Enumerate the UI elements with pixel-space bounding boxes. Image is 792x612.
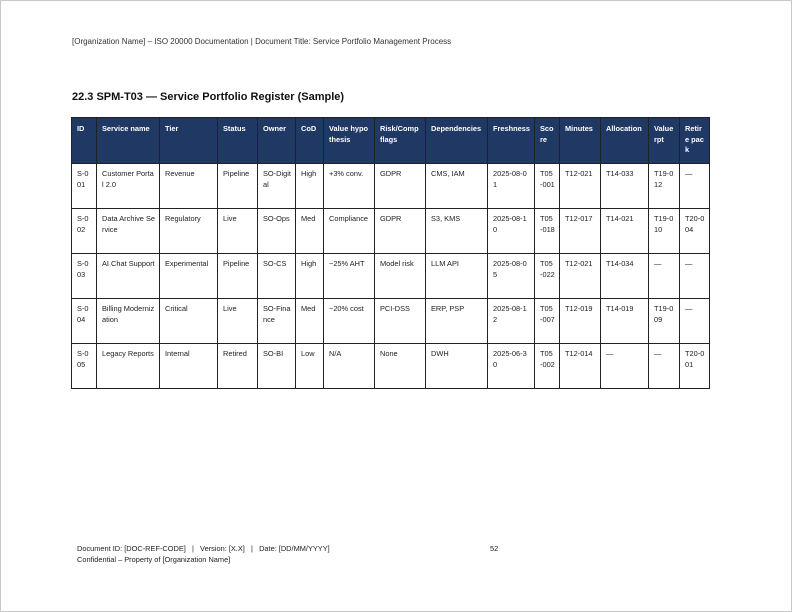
column-header: Service name	[97, 118, 160, 164]
table-cell: —	[680, 164, 710, 209]
table-cell: S-004	[72, 299, 97, 344]
table-cell: T05-001	[535, 164, 560, 209]
table-row	[72, 254, 710, 299]
service-portfolio-register-table	[71, 117, 710, 389]
table-cell: N/A	[324, 344, 375, 389]
table-cell: T05-022	[535, 254, 560, 299]
table-cell: 2025-06-30	[488, 344, 535, 389]
column-header: CoD	[296, 118, 324, 164]
table-cell: T14-034	[601, 254, 649, 299]
table-cell: AI Chat Support	[97, 254, 160, 299]
table-cell: —	[680, 254, 710, 299]
page-header: [Organization Name] – ISO 20000 Documentation | Document Title: Service Portfolio Management Process	[72, 37, 452, 46]
table-cell: ERP, PSP	[426, 299, 488, 344]
table-cell: Model risk	[375, 254, 426, 299]
table-cell: Billing Modernization	[97, 299, 160, 344]
table-cell: Live	[218, 209, 258, 254]
column-header: Score	[535, 118, 560, 164]
table-cell: Data Archive Service	[97, 209, 160, 254]
footer-document-info: Document ID: [DOC-REF-CODE] | Version: [X.X] | Date: [DD/MM/YYYY]	[77, 544, 330, 553]
table-cell: High	[296, 254, 324, 299]
table-cell: —	[649, 254, 680, 299]
table-cell: SO-Finance	[258, 299, 296, 344]
column-header: Value rpt	[649, 118, 680, 164]
column-header: Tier	[160, 118, 218, 164]
table-cell: Internal	[160, 344, 218, 389]
table-cell: +3% conv.	[324, 164, 375, 209]
footer-confidentiality: Confidential – Property of [Organization Name]	[77, 554, 231, 564]
column-header: Owner	[258, 118, 296, 164]
table-cell: S-001	[72, 164, 97, 209]
table-cell: Retired	[218, 344, 258, 389]
table-row	[72, 209, 710, 254]
table-cell: T20-004	[680, 209, 710, 254]
table-cell: T19-010	[649, 209, 680, 254]
table-cell: 2025-08-05	[488, 254, 535, 299]
table-cell: LLM API	[426, 254, 488, 299]
column-header: Retire pack	[680, 118, 710, 164]
table-header-row	[72, 118, 710, 164]
table-cell: GDPR	[375, 164, 426, 209]
table-cell: Pipeline	[218, 164, 258, 209]
table-cell: GDPR	[375, 209, 426, 254]
table-body	[72, 164, 710, 389]
table-cell: 2025-08-01	[488, 164, 535, 209]
table-cell: Med	[296, 299, 324, 344]
table-cell: 2025-08-10	[488, 209, 535, 254]
table-cell: T14-021	[601, 209, 649, 254]
table-cell: T05-002	[535, 344, 560, 389]
table-cell: SO-CS	[258, 254, 296, 299]
table-cell: Regulatory	[160, 209, 218, 254]
table-cell: T12-021	[560, 254, 601, 299]
table-cell: S-005	[72, 344, 97, 389]
column-header: Minutes	[560, 118, 601, 164]
table-cell: Customer Portal 2.0	[97, 164, 160, 209]
column-header: Allocation	[601, 118, 649, 164]
table-cell: None	[375, 344, 426, 389]
table-row	[72, 164, 710, 209]
table-cell: −25% AHT	[324, 254, 375, 299]
table-cell: CMS, IAM	[426, 164, 488, 209]
table-cell: Legacy Reports	[97, 344, 160, 389]
table-row	[72, 299, 710, 344]
table-cell: Compliance	[324, 209, 375, 254]
table-cell: T19-009	[649, 299, 680, 344]
table-cell: Med	[296, 209, 324, 254]
table-cell: —	[601, 344, 649, 389]
table-cell: T14-019	[601, 299, 649, 344]
table-cell: −20% cost	[324, 299, 375, 344]
table-cell: Live	[218, 299, 258, 344]
table-cell: —	[680, 299, 710, 344]
table-cell: T12-019	[560, 299, 601, 344]
table-cell: T05-007	[535, 299, 560, 344]
table-cell: DWH	[426, 344, 488, 389]
table-cell: Revenue	[160, 164, 218, 209]
table-cell: T12-014	[560, 344, 601, 389]
table-cell: S-003	[72, 254, 97, 299]
table-cell: —	[649, 344, 680, 389]
table-row	[72, 344, 710, 389]
table-cell: T20-001	[680, 344, 710, 389]
table-cell: Critical	[160, 299, 218, 344]
table-cell: Low	[296, 344, 324, 389]
table-cell: PCI-DSS	[375, 299, 426, 344]
column-header: Risk/Comp flags	[375, 118, 426, 164]
table-cell: SO-BI	[258, 344, 296, 389]
table-cell: SO-Digital	[258, 164, 296, 209]
table-cell: S-002	[72, 209, 97, 254]
table-cell: T12-017	[560, 209, 601, 254]
column-header: ID	[72, 118, 97, 164]
column-header: Status	[218, 118, 258, 164]
table-cell: Experimental	[160, 254, 218, 299]
column-header: Dependencies	[426, 118, 488, 164]
column-header: Value hypothesis	[324, 118, 375, 164]
table-cell: High	[296, 164, 324, 209]
page-number: 52	[490, 544, 499, 553]
section-title: 22.3 SPM-T03 — Service Portfolio Register (Sample)	[72, 91, 345, 103]
table-cell: Pipeline	[218, 254, 258, 299]
footer	[77, 544, 330, 565]
table-cell: S3, KMS	[426, 209, 488, 254]
table-cell: SO-Ops	[258, 209, 296, 254]
table-cell: T12-021	[560, 164, 601, 209]
table-cell: T14-033	[601, 164, 649, 209]
table-cell: 2025-08-12	[488, 299, 535, 344]
column-header: Freshness	[488, 118, 535, 164]
table-cell: T05-018	[535, 209, 560, 254]
table-cell: T19-012	[649, 164, 680, 209]
